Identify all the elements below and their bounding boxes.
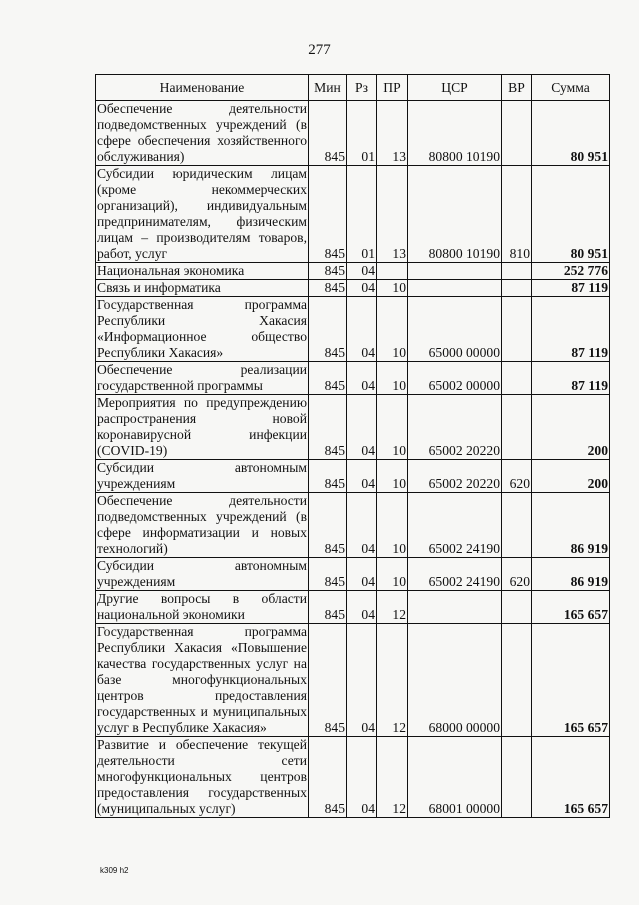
cell-csr: 65002 00000	[408, 362, 502, 395]
cell-sum: 200	[532, 395, 610, 460]
cell-pr: 13	[377, 166, 408, 263]
cell-pr: 10	[377, 297, 408, 362]
cell-pr: 12	[377, 737, 408, 818]
cell-rz: 04	[347, 395, 377, 460]
header-pr: ПР	[377, 75, 408, 101]
header-rz: Рз	[347, 75, 377, 101]
header-sum: Сумма	[532, 75, 610, 101]
table-row	[96, 493, 610, 558]
cell-pr: 12	[377, 624, 408, 737]
table-row	[96, 558, 610, 591]
cell-min: 845	[309, 493, 347, 558]
table-row	[96, 280, 610, 297]
cell-rz: 04	[347, 591, 377, 624]
cell-rz: 01	[347, 166, 377, 263]
cell-name: Обеспечение деятельности подведомственных учреждений (в сфере обеспечения хозяйственного обслуживания)	[97, 101, 307, 164]
cell-name: Обеспечение деятельности подведомственных учреждений (в сфере информатизации и новых технологий)	[97, 493, 307, 556]
table-row	[96, 101, 610, 166]
header-min: Мин	[309, 75, 347, 101]
table-row	[96, 460, 610, 493]
table-row	[96, 591, 610, 624]
table-row	[96, 395, 610, 460]
cell-rz: 04	[347, 297, 377, 362]
cell-sum: 86 919	[532, 558, 610, 591]
cell-rz: 04	[347, 624, 377, 737]
cell-vr: 620	[502, 460, 532, 493]
cell-pr: 10	[377, 280, 408, 297]
cell-pr: 10	[377, 362, 408, 395]
cell-vr	[502, 280, 532, 297]
cell-pr: 10	[377, 460, 408, 493]
cell-vr	[502, 737, 532, 818]
cell-sum: 200	[532, 460, 610, 493]
cell-min: 845	[309, 591, 347, 624]
cell-vr	[502, 493, 532, 558]
cell-csr: 65002 20220	[408, 460, 502, 493]
cell-sum: 252 776	[532, 263, 610, 280]
table-row	[96, 263, 610, 280]
cell-rz: 04	[347, 280, 377, 297]
cell-name: Другие вопросы в области национальной экономики	[97, 591, 307, 622]
cell-pr: 10	[377, 493, 408, 558]
cell-name: Мероприятия по предупреждению распространения новой коронавирусной инфекции (COVID-19)	[97, 395, 307, 458]
cell-min: 845	[309, 280, 347, 297]
cell-pr: 13	[377, 101, 408, 166]
cell-sum: 86 919	[532, 493, 610, 558]
cell-sum: 87 119	[532, 362, 610, 395]
cell-csr	[408, 280, 502, 297]
cell-csr: 65002 24190	[408, 493, 502, 558]
table-row	[96, 297, 610, 362]
page-number: 277	[308, 42, 331, 58]
cell-csr: 68000 00000	[408, 624, 502, 737]
cell-name: Государственная программа Республики Хакасия «Повышение качества государственных услуг на базе многофункциональных центров предоставления государственных и муниципальных услуг в Республике Хакасия»	[97, 624, 307, 735]
table-row	[96, 737, 610, 818]
cell-rz: 04	[347, 362, 377, 395]
cell-name: Развитие и обеспечение текущей деятельности сети многофункциональных центров предоставления государственных (муниципальных услуг)	[97, 737, 307, 816]
cell-name: Государственная программа Республики Хакасия «Информационное общество Республики Хакасия»	[97, 297, 307, 360]
cell-csr: 68001 00000	[408, 737, 502, 818]
cell-csr: 65002 20220	[408, 395, 502, 460]
cell-csr: 65000 00000	[408, 297, 502, 362]
cell-name: Субсидии автономным учреждениям	[97, 558, 307, 589]
cell-min: 845	[309, 737, 347, 818]
cell-rz: 04	[347, 263, 377, 280]
cell-min: 845	[309, 101, 347, 166]
table-header-row	[96, 75, 610, 101]
header-name: Наименование	[96, 75, 309, 101]
cell-vr: 620	[502, 558, 532, 591]
cell-csr	[408, 591, 502, 624]
cell-min: 845	[309, 166, 347, 263]
cell-name: Субсидии юридическим лицам (кроме некоммерческих организаций), индивидуальным предпринимателям, физическим лицам – производителям товаров, работ, услуг	[97, 166, 307, 261]
budget-table	[95, 74, 610, 818]
cell-pr: 10	[377, 395, 408, 460]
cell-name: Обеспечение реализации государственной программы	[97, 362, 307, 393]
cell-name: Субсидии автономным учреждениям	[97, 460, 307, 491]
cell-pr: 12	[377, 591, 408, 624]
cell-vr: 810	[502, 166, 532, 263]
cell-sum: 87 119	[532, 297, 610, 362]
cell-vr	[502, 624, 532, 737]
cell-sum: 80 951	[532, 101, 610, 166]
cell-sum: 165 657	[532, 591, 610, 624]
cell-csr: 80800 10190	[408, 166, 502, 263]
table-row	[96, 166, 610, 263]
cell-min: 845	[309, 263, 347, 280]
cell-vr	[502, 297, 532, 362]
cell-name: Связь и информатика	[96, 280, 309, 297]
footer-code: k309 h2	[100, 866, 129, 875]
cell-rz: 04	[347, 493, 377, 558]
header-csr: ЦСР	[408, 75, 502, 101]
cell-min: 845	[309, 395, 347, 460]
cell-min: 845	[309, 460, 347, 493]
cell-pr: 10	[377, 558, 408, 591]
table-row	[96, 624, 610, 737]
cell-sum: 165 657	[532, 737, 610, 818]
cell-sum: 165 657	[532, 624, 610, 737]
cell-rz: 04	[347, 558, 377, 591]
cell-min: 845	[309, 362, 347, 395]
cell-vr	[502, 591, 532, 624]
cell-rz: 04	[347, 460, 377, 493]
cell-csr: 80800 10190	[408, 101, 502, 166]
cell-vr	[502, 362, 532, 395]
cell-rz: 01	[347, 101, 377, 166]
cell-sum: 87 119	[532, 280, 610, 297]
cell-pr	[377, 263, 408, 280]
cell-csr: 65002 24190	[408, 558, 502, 591]
cell-vr	[502, 263, 532, 280]
cell-min: 845	[309, 624, 347, 737]
cell-min: 845	[309, 558, 347, 591]
header-vr: ВР	[502, 75, 532, 101]
table-row	[96, 362, 610, 395]
cell-rz: 04	[347, 737, 377, 818]
cell-name: Национальная экономика	[96, 263, 309, 280]
cell-vr	[502, 395, 532, 460]
cell-sum: 80 951	[532, 166, 610, 263]
cell-csr	[408, 263, 502, 280]
cell-vr	[502, 101, 532, 166]
cell-min: 845	[309, 297, 347, 362]
